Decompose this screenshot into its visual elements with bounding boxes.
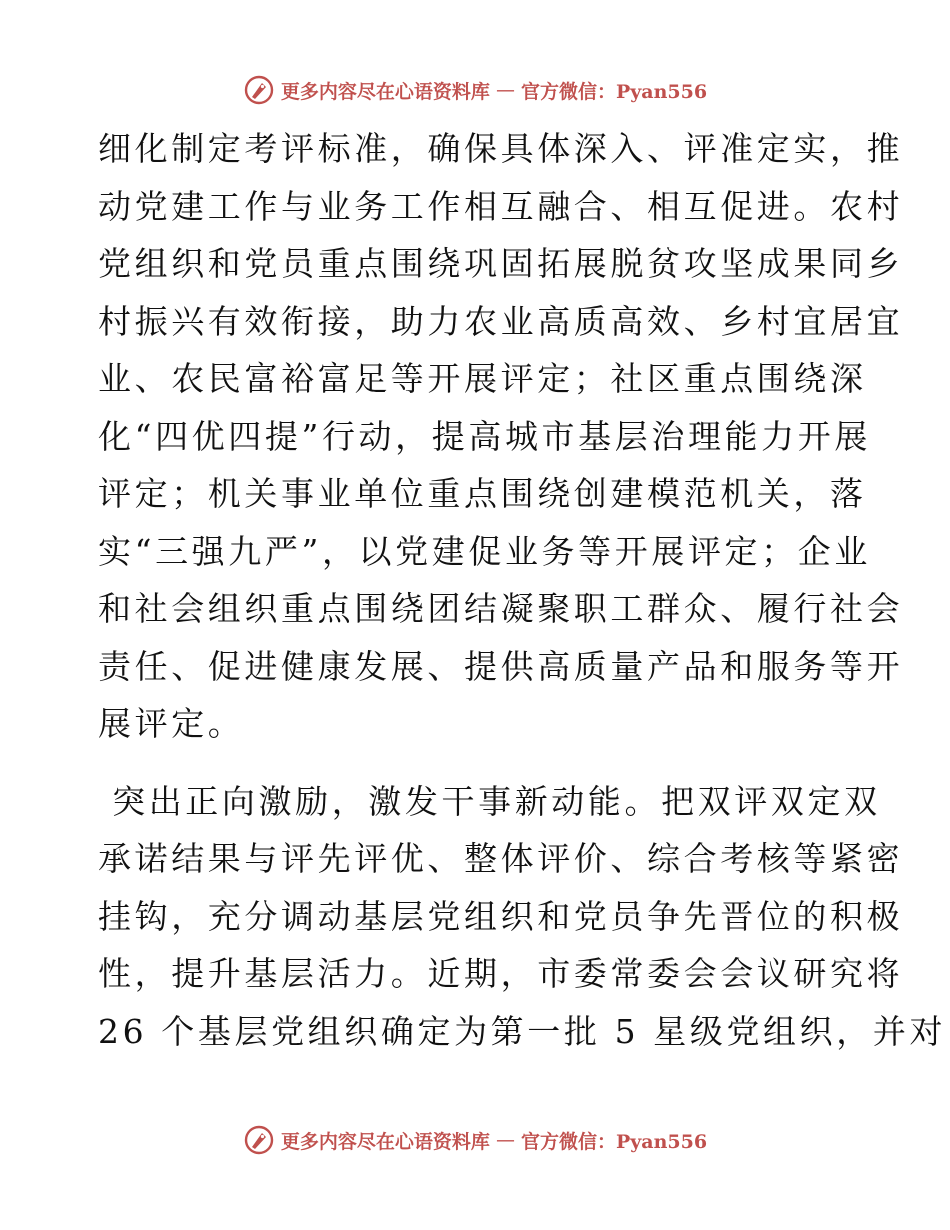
pen-nib-logo-icon — [243, 1124, 275, 1156]
paragraph-line: 展评定。 — [98, 704, 245, 743]
pen-nib-logo-icon — [243, 74, 275, 106]
paragraph-line: 动党建工作与业务工作相互融合、相互促进。农村 — [98, 186, 904, 226]
paragraph-line: 化“四优四提”行动，提高城市基层治理能力开展 — [98, 416, 871, 456]
paragraph-line: 细化制定考评标准，确保具体深入、评准定实，推 — [98, 129, 904, 168]
paragraph-line: 性，提升基层活力。近期，市委常委会会议研究将 — [98, 954, 904, 993]
paragraph-line: 和社会组织重点围绕团结凝聚职工群众、履行社会 — [98, 589, 904, 628]
banner-wechat: 官方微信：Pyan556 — [520, 80, 708, 103]
paragraph-line: 26 个基层党组织确定为第一批 5 星级党组织，并对 — [98, 1011, 947, 1051]
banner-wechat: 官方微信：Pyan556 — [520, 1130, 708, 1153]
banner-dash: — — [495, 1129, 515, 1151]
banner-title: 更多内容尽在心语资料库 — [280, 1130, 490, 1153]
banner-dash: — — [495, 79, 515, 101]
document-body — [98, 120, 947, 1060]
paragraph-line: 评定；机关事业单位重点围绕创建模范机关，落 — [98, 474, 867, 513]
banner-title: 更多内容尽在心语资料库 — [280, 80, 490, 103]
footer-banner — [0, 1120, 950, 1160]
paragraph-line: 承诺结果与评先评优、整体评价、综合考核等紧密 — [98, 839, 904, 878]
header-banner — [0, 70, 950, 110]
paragraph-line: 责任、促进健康发展、提供高质量产品和服务等开 — [98, 646, 904, 686]
paragraph-line: 挂钩，充分调动基层党组织和党员争先晋位的积极 — [98, 896, 904, 936]
paragraph-line: 实“三强九严”，以党建促业务等开展评定；企业 — [98, 531, 871, 571]
paragraph-line: 村振兴有效衔接，助力农业高质高效、乡村宜居宜 — [98, 301, 904, 341]
paragraph-line: 业、农民富裕富足等开展评定；社区重点围绕深 — [98, 359, 867, 398]
paragraph-gap — [98, 753, 858, 773]
paragraph-line: 党组织和党员重点围绕巩固拓展脱贫攻坚成果同乡 — [98, 244, 904, 283]
paragraph-line: 突出正向激励，激发干事新动能。把双评双定双 — [98, 781, 881, 821]
